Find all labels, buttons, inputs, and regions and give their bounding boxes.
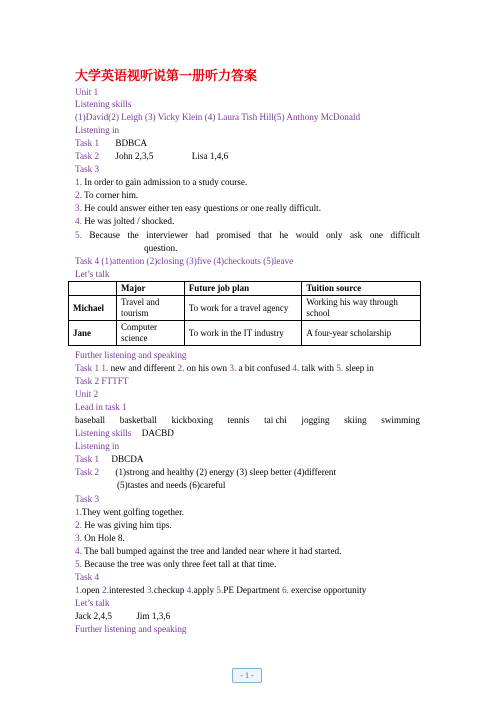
list-item: 4. He was jolted / shocked.: [75, 216, 175, 226]
unit2-task1: Task 1 DBCDA: [75, 454, 144, 464]
unit2-heading: Unit 2: [75, 389, 99, 399]
unit2-task4-answers: 1.open 2.interested 3.checkup 4.apply 5.PE Department 6. exercise opportunity: [75, 585, 367, 595]
task2-john: John 2,3,5: [115, 151, 154, 161]
unit2-lead-in: Lead in task 1: [75, 402, 127, 412]
list-item: 2. He was giving him tips.: [75, 520, 172, 530]
list-item: 3. On Hole 8.: [75, 533, 125, 543]
unit1-task4: Task 4 (1)attention (2)closing (3)five (4)checkouts (5)leave: [75, 256, 294, 266]
unit2-lets-talk-answers: Jack 2,4,5 Jim 1,3,6: [75, 611, 171, 621]
list-item: tennis: [227, 415, 250, 425]
unit1-task1: [75, 137, 147, 149]
unit1-listening-skills-answer: (1)David(2) Leigh (3) Vicky Klein (4) Laura Tish Hill(5) Anthony McDonald: [75, 112, 361, 122]
table-cell: Travel and tourism: [116, 296, 184, 321]
unit1-listening-in: Listening in: [75, 125, 120, 135]
list-item: 1. In order to gain admission to a study course.: [75, 177, 248, 187]
table-cell: Working his way through school: [302, 296, 421, 321]
table-header-cell: Major: [116, 282, 184, 296]
task3-item5-continuation: question.: [144, 243, 178, 253]
table-row: [69, 296, 421, 321]
table-cell: Jane: [69, 321, 117, 346]
lets-talk-table: [68, 281, 421, 346]
unit2-task3-label: Task 3: [75, 494, 100, 504]
unit2-listening-in: Listening in: [75, 441, 120, 451]
table-cell: To work for a travel agency: [184, 296, 302, 321]
list-item: baseball: [75, 415, 106, 425]
unit2-task4-label: Task 4: [75, 572, 100, 582]
task-label: Task 1: [75, 138, 100, 148]
table-header-cell: Future job plan: [184, 282, 302, 296]
table-cell: Michael: [69, 296, 117, 321]
list-item: skiing: [344, 415, 367, 425]
table-header-row: [69, 282, 421, 296]
table-header-cell: [69, 282, 117, 296]
list-item: swimming: [381, 415, 420, 425]
table-cell: A four-year scholarship: [302, 321, 421, 346]
list-item: 1.They went golfing together.: [75, 507, 184, 517]
page-number: - 1 -: [232, 668, 262, 683]
task2-lisa: Lisa 1,4,6: [191, 151, 229, 161]
unit2-lets-talk: Let’s talk: [75, 598, 110, 608]
list-item: basketball: [119, 415, 157, 425]
unit1-lets-talk: Let’s talk: [75, 269, 110, 279]
unit1-task2: [75, 150, 228, 162]
unit2-listening-skills: Listening skills DACBD: [75, 428, 174, 438]
list-item: kickboxing: [171, 415, 213, 425]
task-answer: BDBCA: [115, 138, 148, 148]
table-cell: To work in the IT industry: [184, 321, 302, 346]
table-header-cell: Tuition source: [302, 282, 421, 296]
document-title: 大学英语视听说第一册听力答案: [75, 69, 258, 84]
unit1-further-task2: Task 2 FTTFT: [75, 376, 129, 386]
list-item: 4. The ball bumped against the tree and landed near where it had started.: [75, 546, 342, 556]
list-item: 2. To corner him.: [75, 190, 139, 200]
list-item: tai chi: [264, 415, 287, 425]
unit1-heading: Unit 1: [75, 87, 99, 97]
list-item: jogging: [301, 415, 330, 425]
unit2-task2: Task 2 (1)strong and healthy (2) energy (3) sleep better (4)different: [75, 467, 336, 477]
unit1-further-task1: Task 1 1. new and different 2. on his own 3. a bit confused 4. talk with 5. sleep in: [75, 363, 374, 373]
unit2-further-heading: Further listening and speaking: [75, 624, 187, 634]
table-row: [69, 321, 421, 346]
task-label: Task 2: [75, 151, 100, 161]
unit2-sports-list: [75, 414, 420, 426]
list-item: 3. He could answer either ten easy questions or one really difficult.: [75, 203, 322, 213]
table-cell: Computer science: [116, 321, 184, 346]
unit1-further-heading: Further listening and speaking: [75, 350, 187, 360]
unit2-task2-line2: (5)tastes and needs (6)careful: [117, 480, 226, 490]
list-item: 5. Because the tree was only three feet tall at that time.: [75, 559, 277, 569]
unit1-task3-label: Task 3: [75, 164, 100, 174]
unit1-listening-skills: Listening skills: [75, 99, 132, 109]
task3-item5-line: 5. Because the interviewer had promised that he would only ask one difficult: [75, 230, 420, 240]
